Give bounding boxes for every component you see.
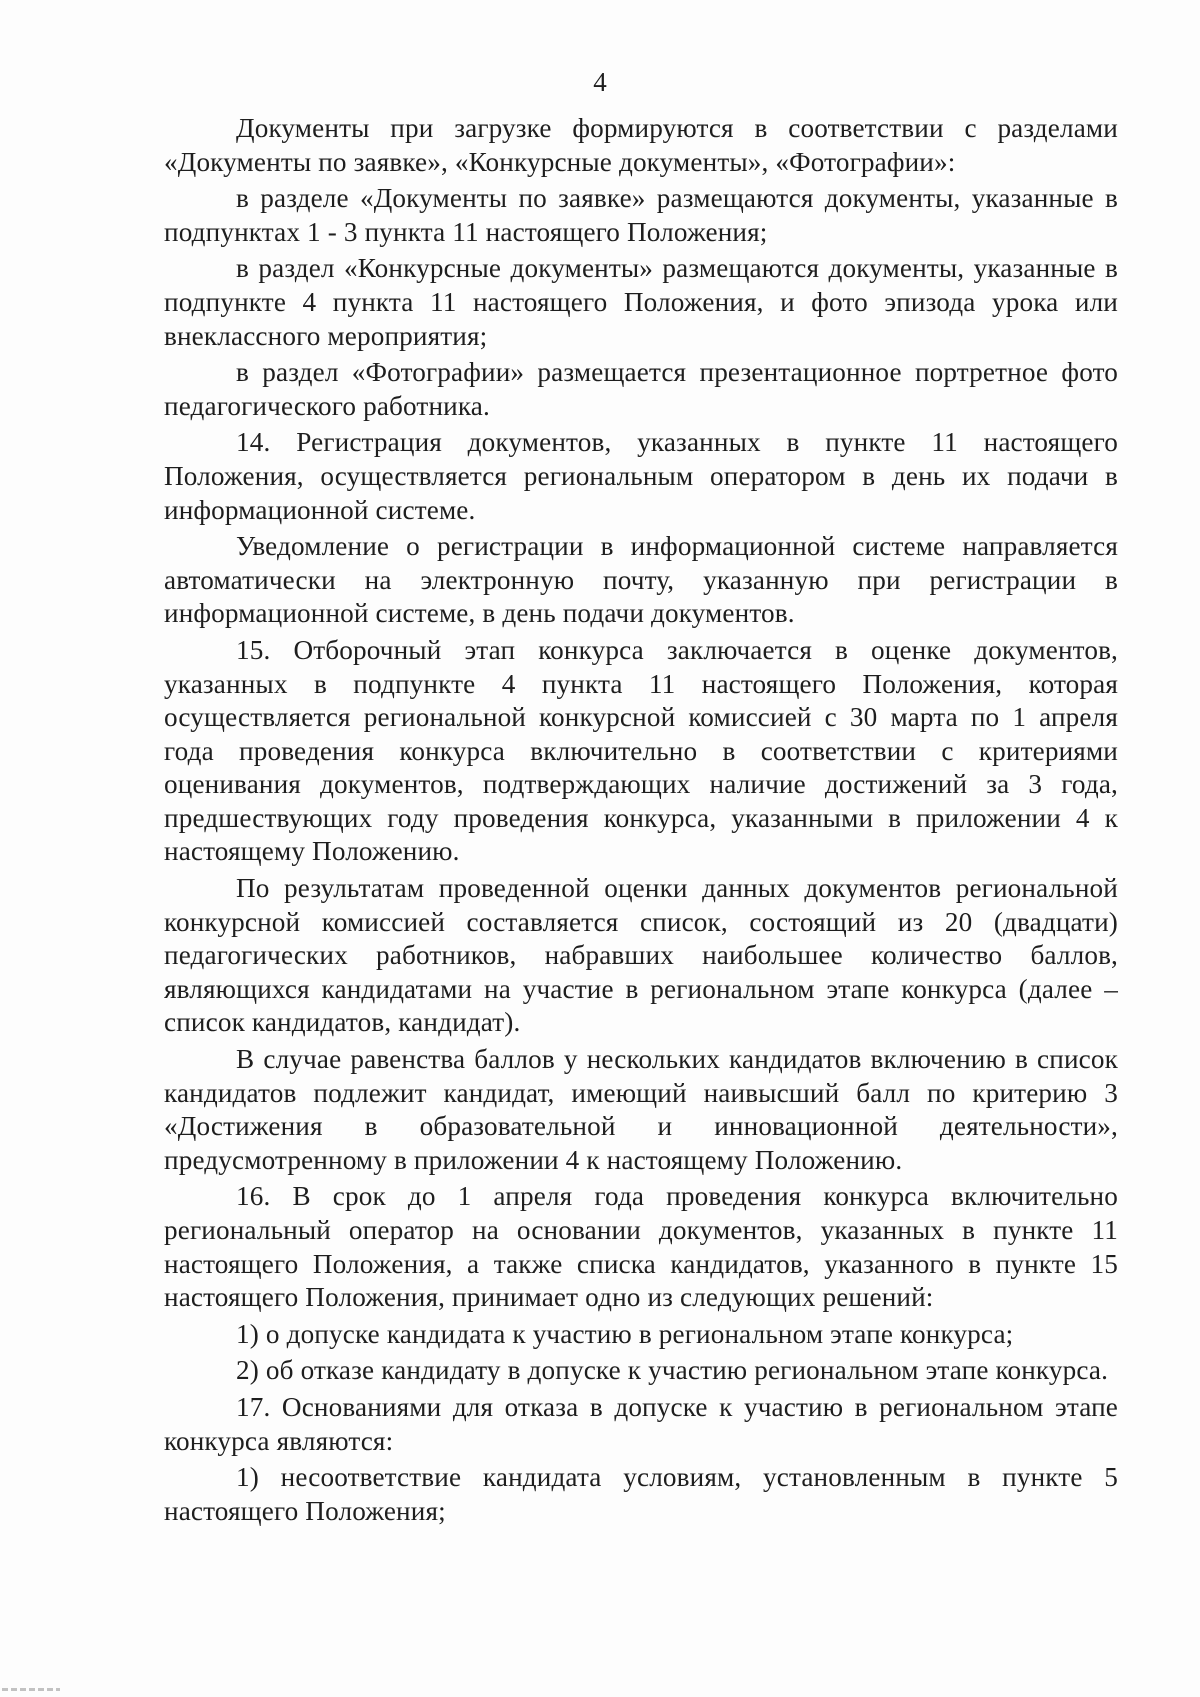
paragraph-item-16: 16. В срок до 1 апреля года проведения конкурса включительно региональный оператор на основании документов, указанных в пункте 11 настоящего Положения, а также списка кандидатов, указанного в пункте 15 настоящего Положения, принимает одно из следующих решений: — [164, 1181, 1118, 1313]
paragraph-tie-break: В случае равенства баллов у нескольких кандидатов включению в список кандидатов подлежит кандидат, имеющий наивысший балл по критерию 3 «Достижения в образовательной и инновационной деятельности», предусмотренному в приложении 4 к настоящему Положению. — [164, 1044, 1118, 1175]
paragraph-decision-2: 2) об отказе кандидату в допуске к участию региональном этапе конкурса. — [236, 1355, 1109, 1386]
paragraph-decision-1: 1) о допуске кандидата к участию в региональном этапе конкурса; — [236, 1318, 1014, 1349]
paragraph-registration-notice: Уведомление о регистрации в информационной системе направляется автоматически на электронную почту, указанную при регистрации в информационной системе, в день подачи документов. — [164, 531, 1118, 629]
paragraph-refusal-ground-1: 1) несоответствие кандидата условиям, установленным в пункте 5 настоящего Положения; — [164, 1462, 1118, 1526]
paragraph-item-17: 17. Основаниями для отказа в допуске к участию в региональном этапе конкурса являются: — [164, 1391, 1118, 1456]
paragraph-candidate-list: По результатам проведенной оценки данных документов региональной конкурсной комиссией составляется список, состоящий из 20 (двадцати) педагогических работников, набравших наибольшее количество баллов, являющихся кандидатами на участие в региональном этапе конкурса (далее – список кандидатов, кандидат). — [164, 873, 1118, 1038]
paragraph-section-application-docs: в разделе «Документы по заявке» размещаются документы, указанные в подпунктах 1 - 3 пункта 11 настоящего Положения; — [164, 183, 1118, 247]
paragraph-documents-intro: Документы при загрузке формируются в соответствии с разделами «Документы по заявке», «Конкурсные документы», «Фотографии»: — [164, 113, 1118, 177]
scan-artifact — [2, 1688, 60, 1691]
document-body — [164, 112, 1118, 1531]
paragraph-item-14: 14. Регистрация документов, указанных в пункте 11 настоящего Положения, осуществляется региональным оператором в день их подачи в информационной системе. — [164, 427, 1118, 525]
paragraph-section-competition-docs: в раздел «Конкурсные документы» размещаются документы, указанные в подпункте 4 пункта 11 настоящего Положения, и фото эпизода урока или внеклассного мероприятия; — [164, 253, 1118, 351]
paragraph-section-photos: в раздел «Фотографии» размещается презентационное портретное фото педагогического работника. — [164, 357, 1118, 421]
page-number: 4 — [593, 67, 607, 97]
paragraph-item-15: 15. Отборочный этап конкурса заключается в оценке документов, указанных в подпункте 4 пункта 11 настоящего Положения, которая осуществляется региональной конкурсной комиссией с 30 марта по 1 апреля года проведения конкурса включительно в соответствии с критериями оценивания документов, подтверждающих наличие достижений за 3 года, предшествующих году проведения конкурса, указанными в приложении 4 к настоящему Положению. — [164, 634, 1118, 867]
